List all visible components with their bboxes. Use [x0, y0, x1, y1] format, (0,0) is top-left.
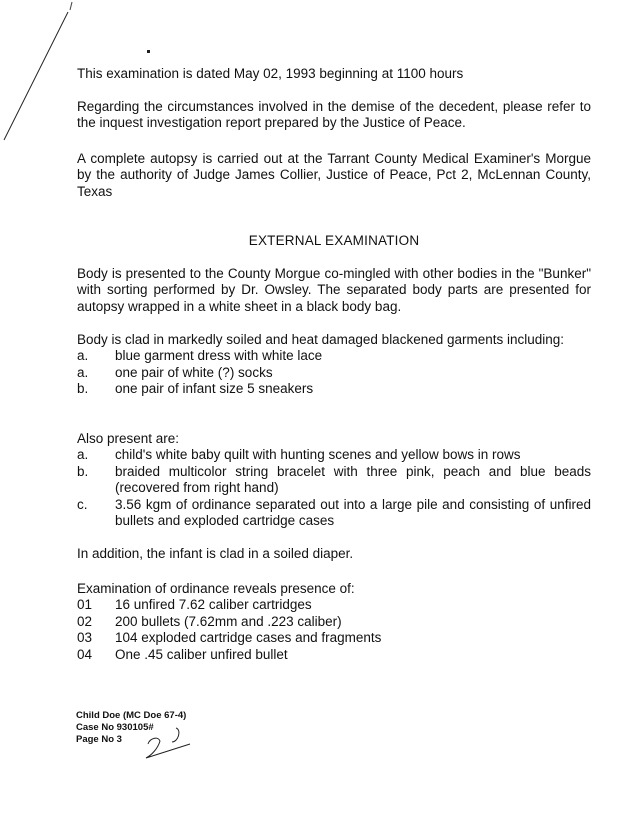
list-marker: 03 [77, 630, 93, 646]
list-text: 3.56 kgm of ordinance separated out into a large pile and consisting of unfired bullets and exploded cartridge cases [115, 496, 591, 529]
also-present-section [77, 431, 591, 529]
list-text: one pair of white (?) socks [115, 364, 273, 380]
list-item [77, 630, 591, 646]
list-item [77, 614, 591, 630]
section-heading: EXTERNAL EXAMINATION [248, 233, 420, 248]
list-marker: 02 [77, 613, 93, 629]
list-text: 200 bullets (7.62mm and .223 caliber) [115, 613, 342, 629]
list-marker: c. [77, 496, 88, 512]
list-text: child's white baby quilt with hunting scenes and yellow bows in rows [115, 447, 521, 463]
ordinance-lead: Examination of ordinance reveals presence of: [77, 581, 355, 596]
list-item [77, 381, 591, 397]
diaper-text: In addition, the infant is clad in a soiled diaper. [77, 546, 354, 561]
list-text: 16 unfired 7.62 caliber cartridges [115, 597, 312, 613]
also-present-lead: Also present are: [77, 431, 180, 446]
margin-stroke-tick [70, 2, 72, 10]
list-text: braided multicolor string bracelet with three pink, peach and blue beads (recovered from right hand) [115, 463, 591, 496]
list-item [77, 497, 591, 530]
list-marker: 04 [77, 646, 93, 662]
list-marker: a. [77, 348, 89, 364]
clad-lead: Body is clad in markedly soiled and heat damaged blackened garments including: [77, 332, 565, 347]
ordinance-section [77, 581, 591, 663]
footer-case-number: Case No 930105# [76, 722, 154, 733]
list-item [77, 597, 591, 613]
diaper-paragraph [77, 546, 591, 562]
scan-dot [147, 50, 150, 53]
autopsy-paragraph [77, 151, 591, 200]
clad-section [77, 332, 591, 398]
page-footer [76, 710, 186, 746]
list-marker: b. [77, 381, 89, 397]
list-item [77, 447, 591, 463]
list-item [77, 647, 591, 663]
exam-date-text: This examination is dated May 02, 1993 beginning at 1100 hours [77, 66, 464, 81]
margin-stroke-line [4, 12, 68, 140]
list-marker: a. [77, 447, 89, 463]
circumstances-text: Regarding the circumstances involved in the demise of the decedent, please refer to the inquest investigation report prepared by the Justice of Peace. [77, 99, 591, 131]
list-item [77, 365, 591, 381]
list-text: blue garment dress with white lace [115, 348, 323, 364]
presented-paragraph [77, 266, 591, 315]
list-item [77, 464, 591, 497]
exam-date-paragraph [77, 66, 591, 82]
list-marker: a. [77, 364, 89, 380]
circumstances-paragraph [77, 99, 591, 132]
list-text: one pair of infant size 5 sneakers [115, 381, 314, 397]
autopsy-text: A complete autopsy is carried out at the Tarrant County Medical Examiner's Morgue by the authority of Judge James Collier, Justice of Peace, Pct 2, McLennan County, Texas [77, 151, 591, 199]
list-marker: b. [77, 463, 89, 479]
list-marker: 01 [77, 597, 93, 613]
list-text: One .45 caliber unfired bullet [115, 646, 288, 662]
presented-text: Body is presented to the County Morgue co-mingled with other bodies in the "Bunker" with sorting performed by Dr. Owsley. The separated body parts are presented for autopsy wrapped in a white sheet in a black body bag. [77, 266, 591, 314]
footer-case-name: Child Doe (MC Doe 67-4) [76, 710, 187, 721]
footer-page-number: Page No 3 [76, 734, 122, 745]
list-item [77, 348, 591, 364]
list-text: 104 exploded cartridge cases and fragments [115, 630, 382, 646]
